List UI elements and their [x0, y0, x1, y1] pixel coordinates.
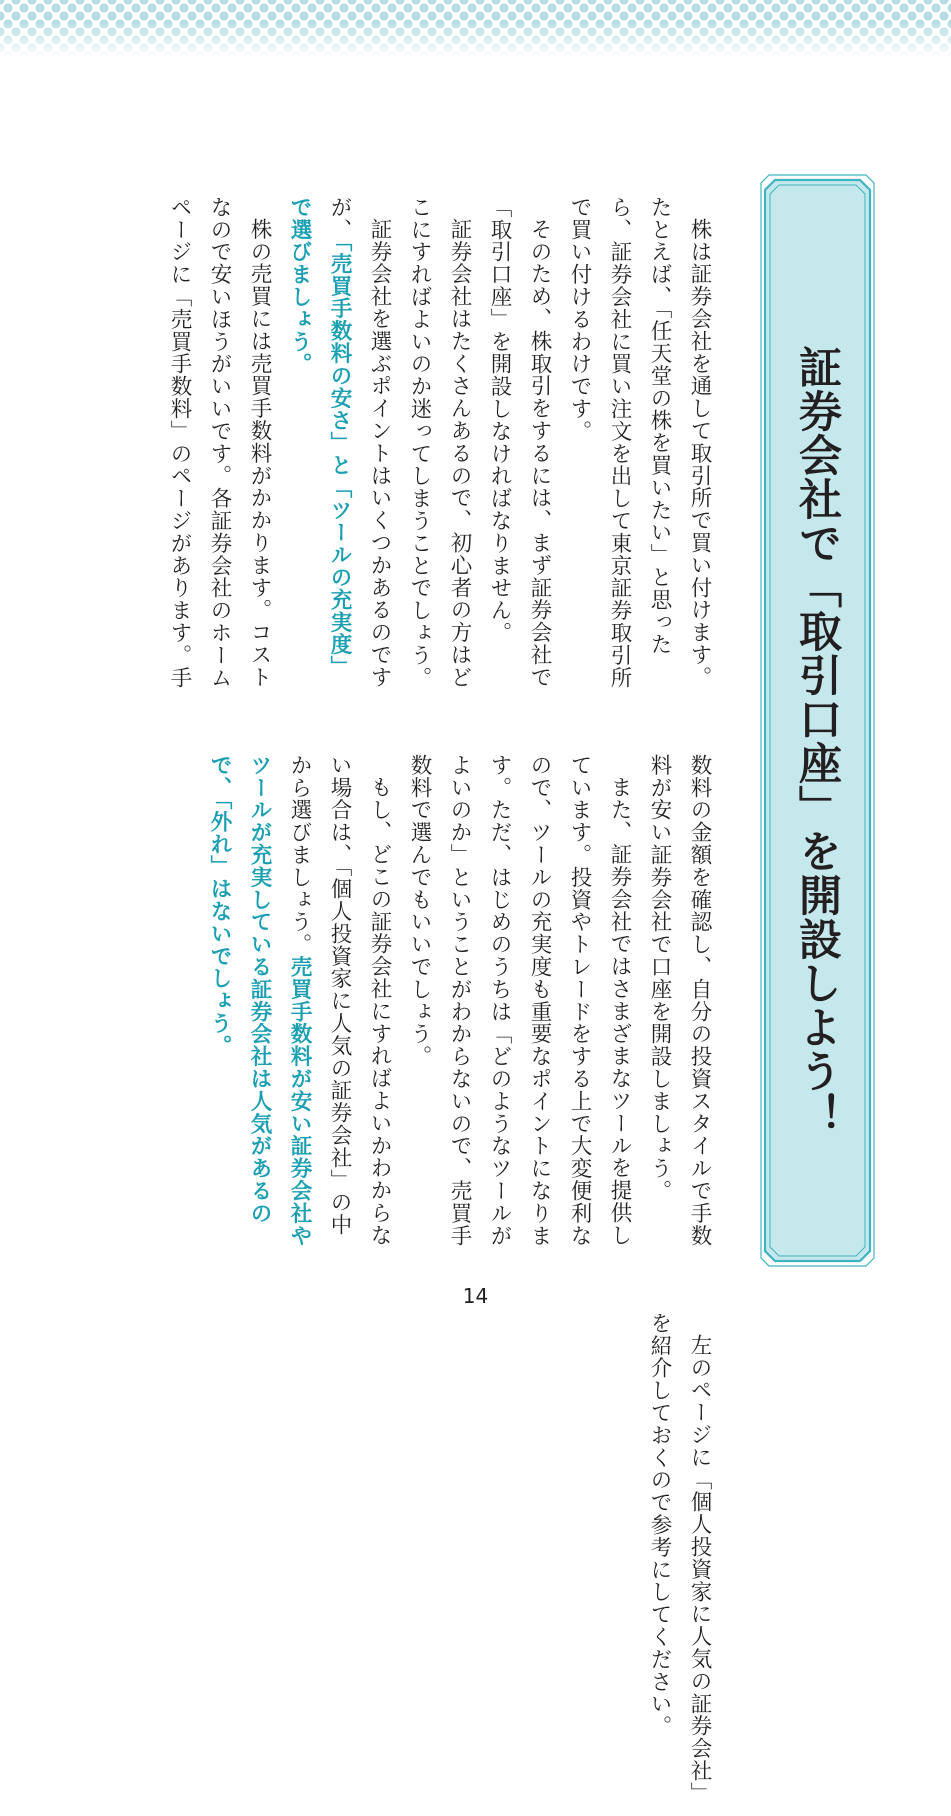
body-text-segment: そのため、株取引をするには、まず証券会社で「取引口座」を開設しなければなりません。 — [487, 196, 552, 688]
body-text-segment: 左のページに「個人投資家に人気の証券会社」を紹介しておくので参考にしてください。 — [647, 1312, 712, 1804]
title-box — [759, 172, 876, 1269]
highlight-text: 「売買手数料の安さ」と「ツールの充実度」で選びましょう。 — [287, 196, 352, 679]
body-text-segment: もし、どこの証券会社にすればよいかわからない場合は、「個人投資家に人気の証券会社」の中から選びましょう。 — [287, 754, 392, 1246]
paragraph — [199, 754, 399, 1258]
paragraph — [279, 196, 399, 700]
paragraph — [479, 196, 559, 700]
body-text-segment: 株の売買には売買手数料がかかります。コストなので安いほうがいいです。各証券会社のホームページに「売買手数料」のページがあります。手数料の金額を確認し、自分の投資スタイルで手数料が安い証券会社で口座を開設しましょう。 — [167, 196, 712, 1247]
page-title: 証券会社で「取引口座」を開設しよう！ — [792, 344, 842, 1137]
page-number: 14 — [462, 1284, 489, 1308]
dotted-top-border — [0, 0, 951, 58]
body-text-segment: 証券会社はたくさんあるので、初心者の方はどこにすればよいのか迷ってしまうことでしょう。 — [407, 196, 472, 689]
paragraph — [559, 196, 719, 700]
paragraph — [399, 196, 479, 700]
paragraph — [399, 754, 639, 1258]
body-text-segment: また、証券会社ではさまざまなツールを提供しています。投資やトレードをする上で大変便利なので、ツールの充実度も重要なポイントになります。ただ、はじめのうちは「どのようなツールがよいのか」ということがわからないので、売買手数料で選んでもいいでしょう。 — [407, 754, 632, 1247]
paragraph — [639, 1312, 719, 1816]
highlight-text: 売買手数料が安い証券会社やツールが充実している証券会社は人気があるので、「外れ」はないでしょう。 — [207, 754, 312, 1247]
body-text-segment: 証券会社を選ぶポイントはいくつかあるのですが、 — [327, 196, 392, 688]
body-text-segment: 株は証券会社を通して取引所で買い付けます。たとえば、「任天堂の株を買いたい」と思ったら、証券会社に買い注文を出して東京証券取引所で買い付けるわけです。 — [567, 196, 712, 689]
